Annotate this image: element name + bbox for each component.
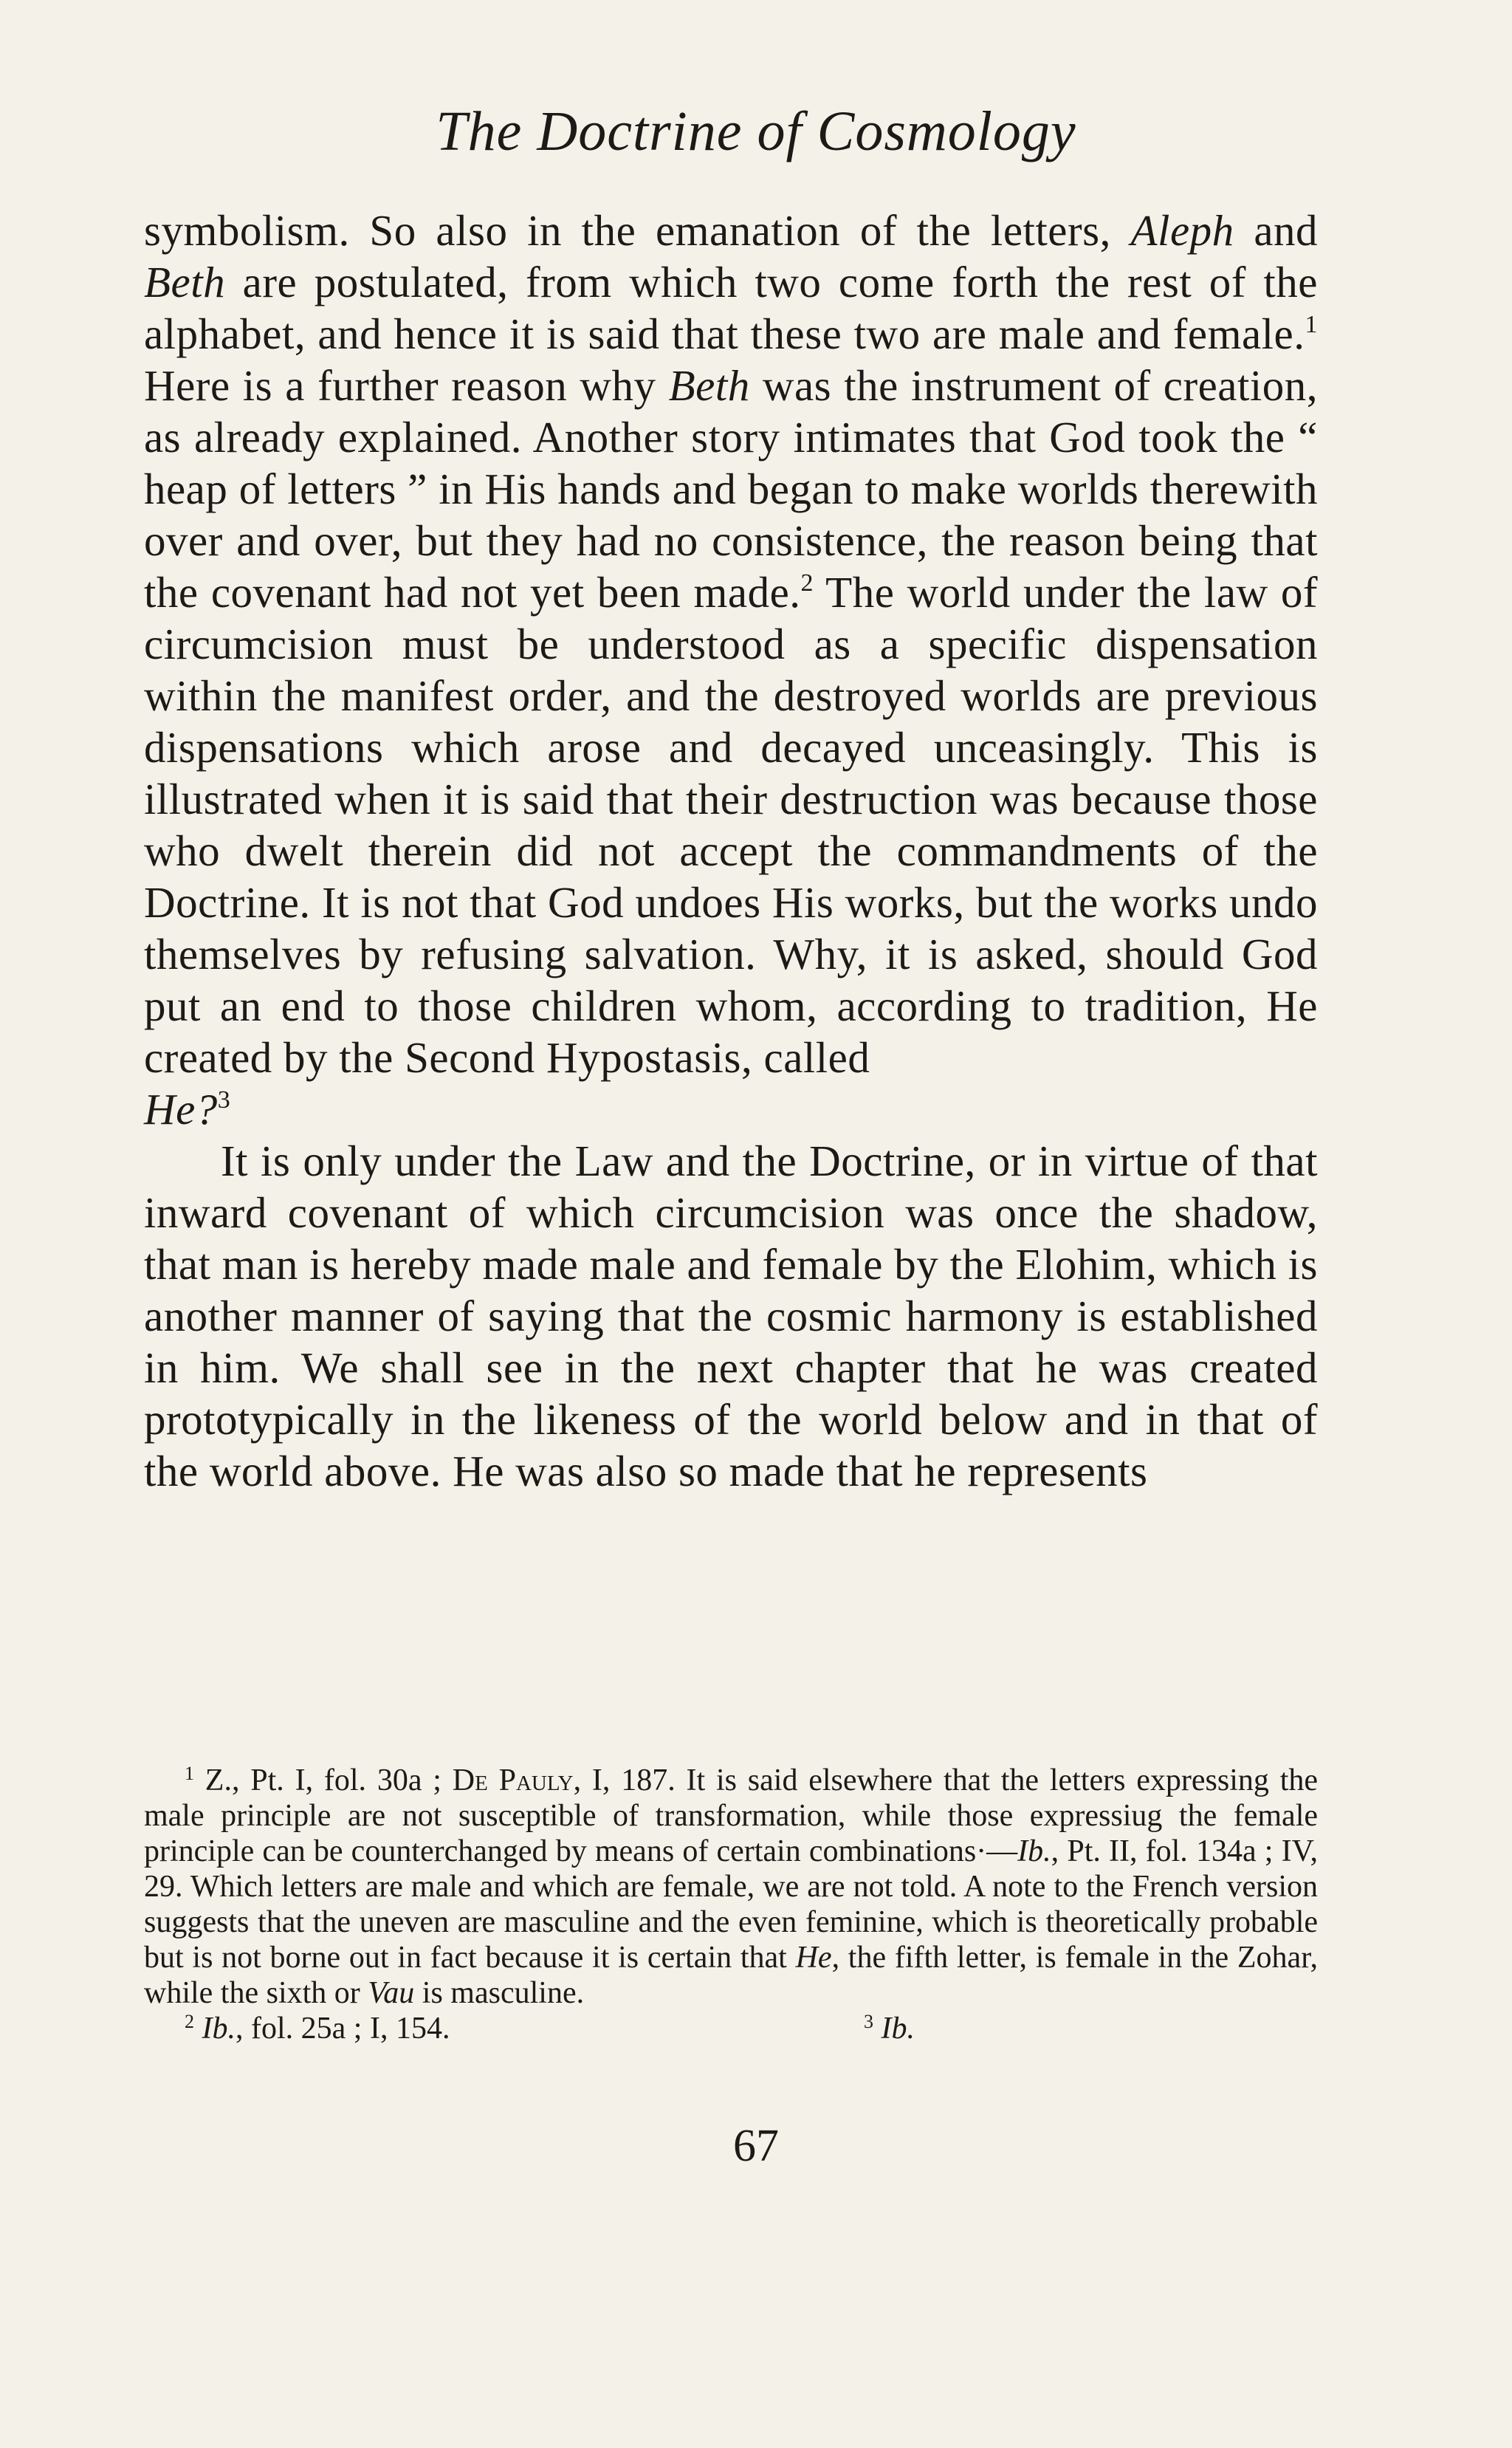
footnote-1-number: 1 — [185, 1763, 194, 1784]
author-name: De Pauly — [452, 1763, 574, 1797]
footnote-3: $^3$ Ib. — [864, 2011, 915, 2046]
paragraph-1: symbolism. So also in the emanation of the letters, Aleph and Beth are postulated, from which two come forth the rest of the alphabet, and hence it is said that these two are male and female.$^1$ Here is a further reason why Beth was the instrument of creation, as already explained. Another story intimates that God took the “ heap of letters ” in His hands and began to make worlds therewith over and over, but they had no consistence, the reason being that the covenant had not yet been made.$^2$ The world under the law of circumcision must be understood as a specific dispensation within the manifest order, and the destroyed worlds are previous dispensations which arose and decayed unceasingly. This is illustrated when it is said that their destruction was because those who dwelt therein did not accept the commandments of the Doctrine. It is not that God undoes His works, but the works undo themselves by refusing salvation. Why, it is asked, should God put an end to those children whom, according to tradition, He created by the Second Hypostasis, called He?$^3$ — [144, 206, 1319, 1134]
body-text — [144, 205, 1318, 1497]
footnote-ref-2: 2 — [800, 569, 814, 597]
running-header: The Doctrine of Cosmology — [436, 100, 1076, 162]
footnotes — [144, 1763, 1318, 2046]
footnote-1: $^1$ Z., Pt. I, fol. 30a ; De Pauly, I, 187. It is said elsewhere that the letters expressing the male principle are not susceptible of transformation, while those expressiug the female principle can be counterchanged by means of certain combinations·—Ib., Pt. II, fol. 134a ; IV, 29. Which letters are male and which are female, we are not told. A note to the French version suggests that the uneven are masculine and the even feminine, which is theoretically probable but is not borne out in fact because it is certain that He, the fifth letter, is female in the Zohar, while the sixth or Vau is masculine. — [144, 1763, 1319, 2010]
footnote-ref-1: 1 — [1305, 311, 1318, 338]
italic-aleph: Aleph — [1130, 206, 1234, 255]
footnote-ref-3: 3 — [217, 1086, 231, 1114]
footnote-line-2-3 — [144, 2011, 1318, 2046]
paragraph-2: It is only under the Law and the Doctrine, or in virtue of that inward covenant of which circumcision was once the shadow, that man is hereby made male and female by the Elohim, which is another manner of saying that the cosmic harmony is established in him. We shall see in the next chapter that he was created prototypically in the likeness of the world below and in that of the world above. He was also so made that he represents — [144, 1136, 1318, 1495]
page-number: 67 — [733, 2121, 779, 2171]
footnote-2: $^2$ Ib., fol. 25a ; I, 154. — [185, 2011, 450, 2046]
italic-beth-2: Beth — [668, 361, 750, 410]
italic-he: He? — [144, 1085, 218, 1134]
italic-beth: Beth — [144, 258, 226, 306]
